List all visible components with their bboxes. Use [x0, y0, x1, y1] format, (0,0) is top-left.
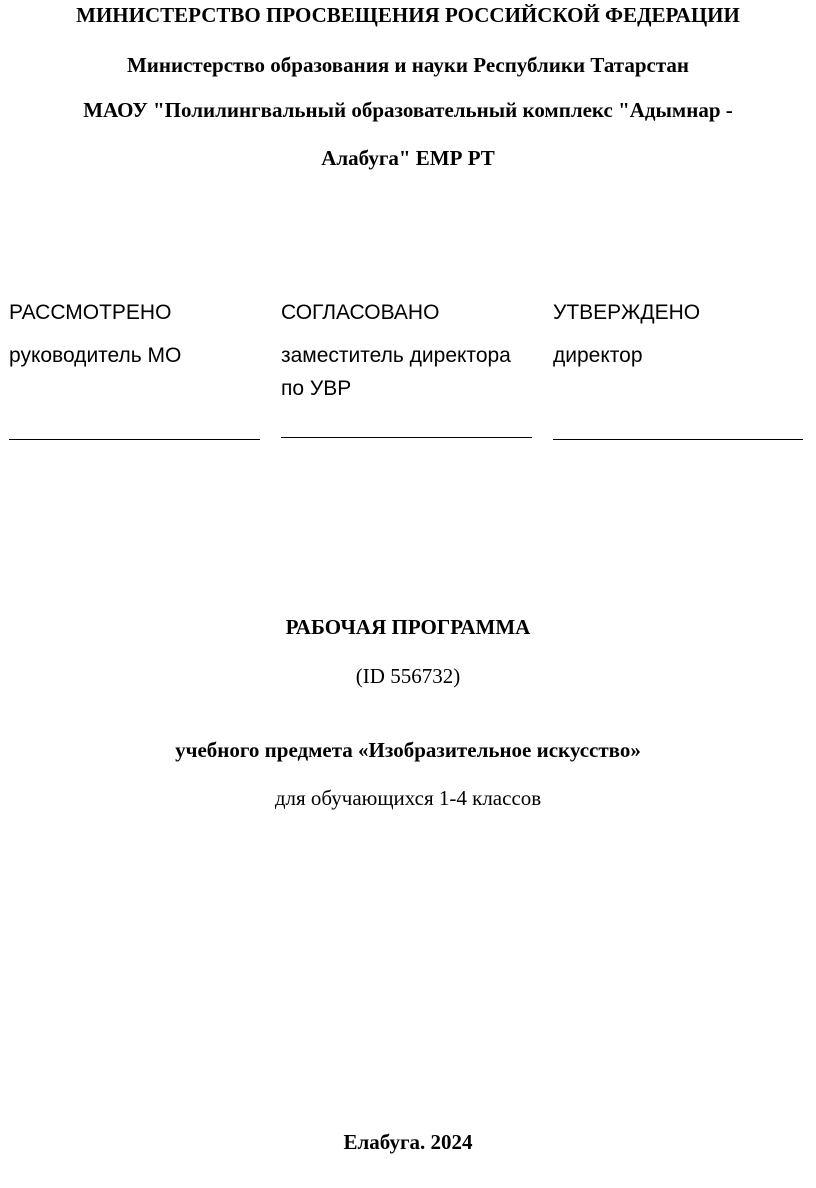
- approval-role-agreed-line1: заместитель директора: [281, 344, 511, 367]
- signature-line-approved: [553, 439, 803, 440]
- program-title: РАБОЧАЯ ПРОГРАММА: [285, 615, 531, 639]
- program-subject: учебного предмета «Изобразительное искусство»: [175, 738, 641, 762]
- ministry-federal: МИНИСТЕРСТВО ПРОСВЕЩЕНИЯ РОССИЙСКОЙ ФЕДЕРАЦИИ: [76, 3, 740, 27]
- approval-role-approved: директор: [553, 344, 643, 367]
- program-audience: для обучающихся 1-4 классов: [274, 786, 542, 810]
- program-id: (ID 556732): [355, 664, 461, 688]
- signature-line-reviewed: [9, 439, 260, 440]
- approval-title-approved: УТВЕРЖДЕНО: [553, 301, 701, 324]
- approval-title-agreed: СОГЛАСОВАНО: [281, 301, 440, 324]
- school-name-line1: МАОУ "Полилингвальный образовательный комплекс "Адымнар -: [83, 98, 733, 122]
- approval-role-agreed-line2: по УВР: [281, 377, 352, 400]
- signature-line-agreed: [281, 437, 532, 438]
- place-year: Елабуга. 2024: [343, 1130, 473, 1154]
- ministry-regional: Министерство образования и науки Республики Татарстан: [126, 53, 690, 77]
- approval-role-reviewed: руководитель МО: [9, 344, 182, 367]
- school-name-line2: Алабуга" ЕМР РТ: [321, 146, 495, 170]
- approval-title-reviewed: РАССМОТРЕНО: [9, 301, 172, 324]
